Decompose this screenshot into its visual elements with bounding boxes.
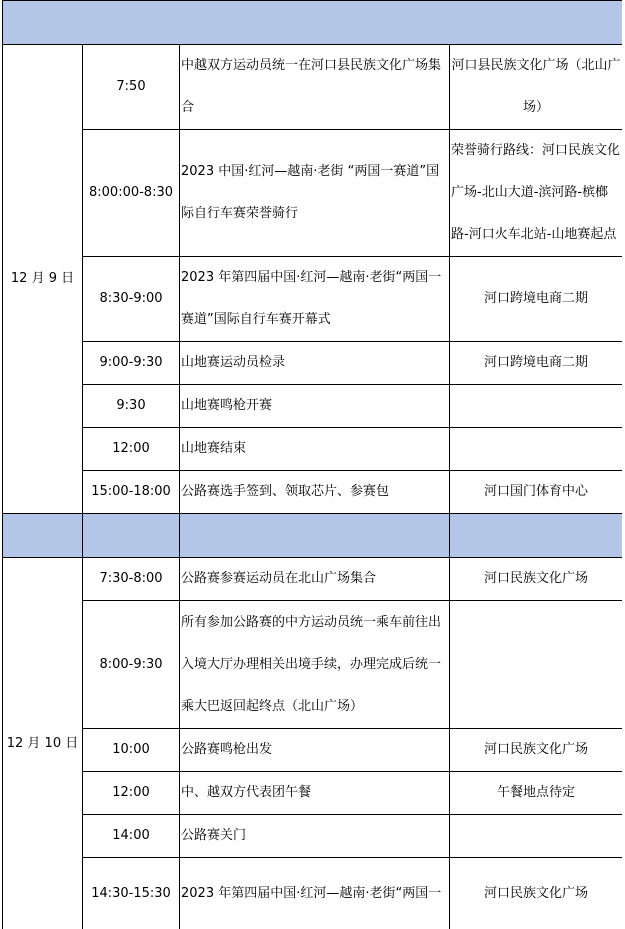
location-cell <box>450 601 623 729</box>
time-cell: 7:30-8:00 <box>83 558 180 601</box>
location-cell: 午餐地点待定 <box>450 772 623 815</box>
location-cell <box>450 428 623 471</box>
time-cell: 10:00 <box>83 729 180 772</box>
time-cell: 12:00 <box>83 428 180 471</box>
schedule-table <box>2 0 622 929</box>
table-row <box>3 772 623 815</box>
time-cell: 9:00-9:30 <box>83 342 180 385</box>
day-separator-row <box>3 514 623 558</box>
table-row <box>3 601 623 729</box>
table-row <box>3 428 623 471</box>
table-row <box>3 342 623 385</box>
location-cell: 河口国门体育中心 <box>450 471 623 514</box>
table-row <box>3 45 623 130</box>
schedule-document <box>2 0 622 929</box>
date-cell-day2: 12 月 10 日 <box>3 558 83 929</box>
location-cell: 河口民族文化广场 <box>450 729 623 772</box>
event-cell: 山地赛结束 <box>180 428 450 471</box>
location-cell: 河口民族文化广场 <box>450 858 623 929</box>
event-cell: 公路赛参赛运动员在北山广场集合 <box>180 558 450 601</box>
location-cell: 河口县民族文化广场（北山广场） <box>450 45 623 130</box>
event-cell: 中越双方运动员统一在河口县民族文化广场集合 <box>180 45 450 130</box>
event-cell: 2023 年第四届中国·红河—越南·老街“两国一 <box>180 858 450 929</box>
event-cell: 公路赛鸣枪出发 <box>180 729 450 772</box>
location-cell: 河口跨境电商二期 <box>450 257 623 342</box>
time-cell: 8:00-9:30 <box>83 601 180 729</box>
date-cell-day1: 12 月 9 日 <box>3 45 83 514</box>
table-row <box>3 815 623 858</box>
event-cell: 山地赛运动员检录 <box>180 342 450 385</box>
separator-cell <box>180 514 450 558</box>
table-row <box>3 558 623 601</box>
header-band-row <box>3 1 623 45</box>
table-row <box>3 130 623 257</box>
table-row <box>3 385 623 428</box>
event-cell: 中、越双方代表团午餐 <box>180 772 450 815</box>
location-cell: 河口跨境电商二期 <box>450 342 623 385</box>
time-cell: 7:50 <box>83 45 180 130</box>
location-cell <box>450 385 623 428</box>
event-cell: 公路赛选手签到、领取芯片、参赛包 <box>180 471 450 514</box>
event-cell: 2023 年第四届中国·红河—越南·老街“两国一赛道”国际自行车赛开幕式 <box>180 257 450 342</box>
header-band-cell <box>3 1 623 45</box>
time-cell: 8:00:00-8:30 <box>83 130 180 257</box>
separator-cell <box>83 514 180 558</box>
time-cell: 14:00 <box>83 815 180 858</box>
location-cell <box>450 815 623 858</box>
location-cell: 河口民族文化广场 <box>450 558 623 601</box>
table-row <box>3 471 623 514</box>
event-cell: 2023 中国·红河—越南·老街 “两国一赛道”国际自行车赛荣誉骑行 <box>180 130 450 257</box>
time-cell: 9:30 <box>83 385 180 428</box>
time-cell: 8:30-9:00 <box>83 257 180 342</box>
time-cell: 12:00 <box>83 772 180 815</box>
location-cell: 荣誉骑行路线：河口民族文化广场-北山大道-滨河路-槟榔路-河口火车北站-山地赛起点 <box>450 130 623 257</box>
time-cell: 15:00-18:00 <box>83 471 180 514</box>
table-row <box>3 858 623 929</box>
separator-cell <box>450 514 623 558</box>
time-cell: 14:30-15:30 <box>83 858 180 929</box>
separator-cell <box>3 514 83 558</box>
table-row <box>3 257 623 342</box>
event-cell: 山地赛鸣枪开赛 <box>180 385 450 428</box>
table-row <box>3 729 623 772</box>
event-cell: 所有参加公路赛的中方运动员统一乘车前往出入境大厅办理相关出境手续，办理完成后统一乘大巴返回起终点（北山广场） <box>180 601 450 729</box>
event-cell: 公路赛关门 <box>180 815 450 858</box>
